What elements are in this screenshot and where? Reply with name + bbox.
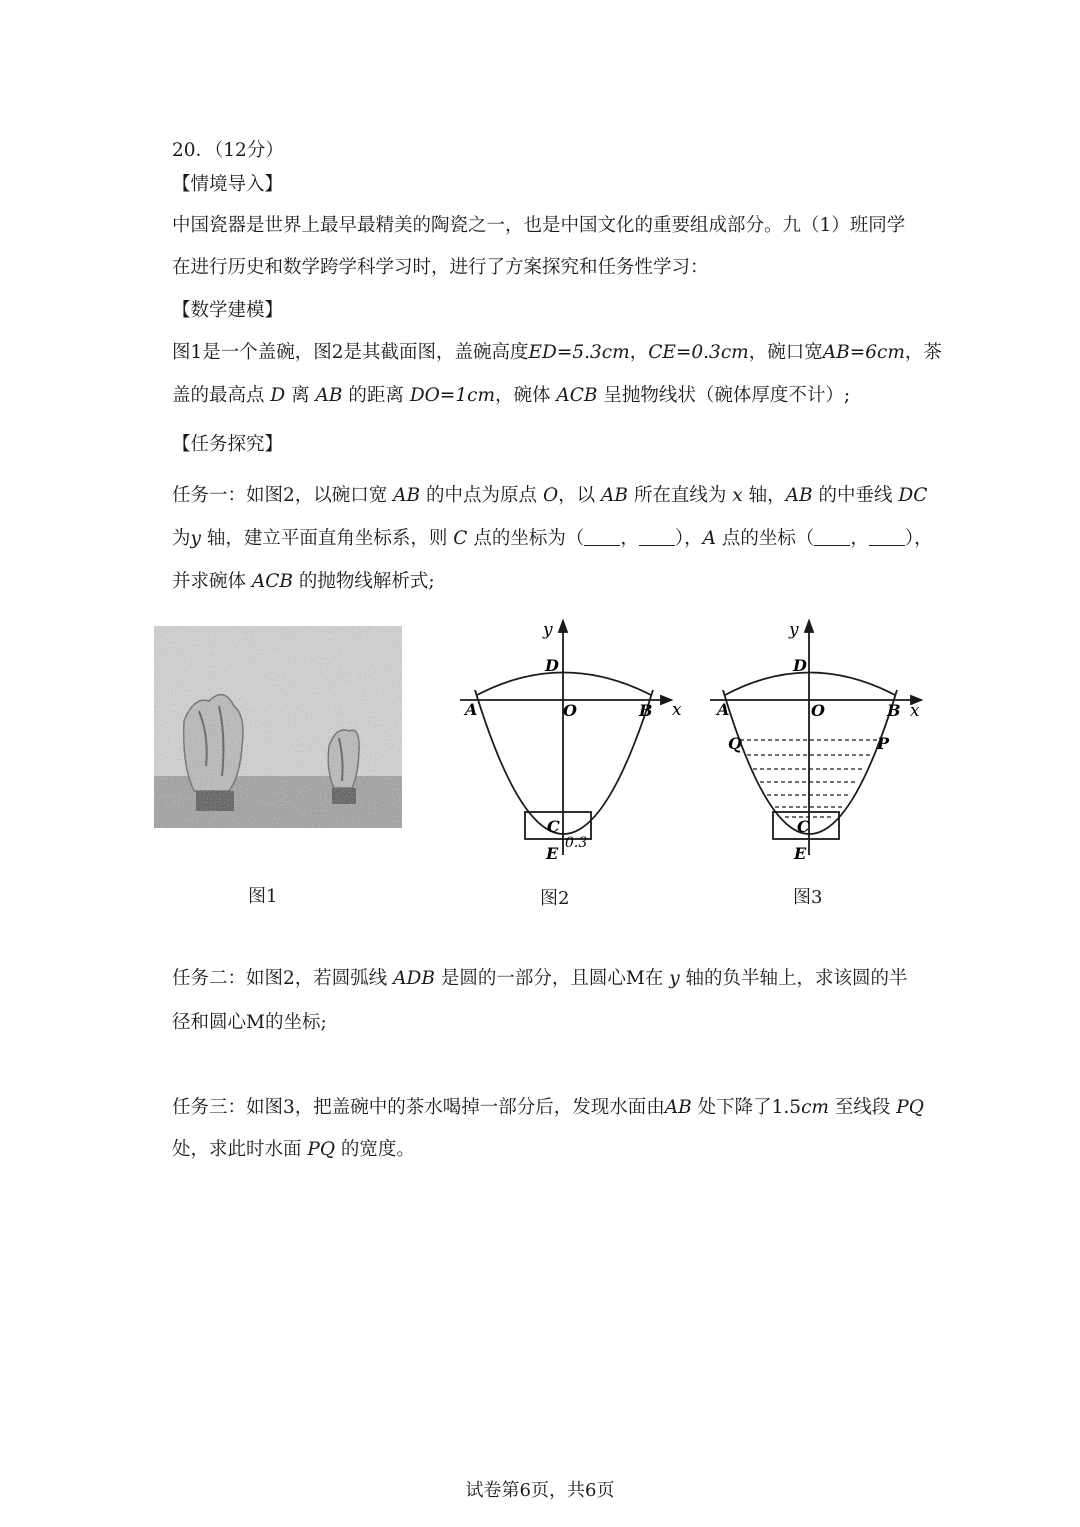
task2-line-1: 任务二：如图2，若圆弧线 ADB 是圆的一部分，且圆心M在 y 轴的负半轴上，求该圆的半: [172, 968, 908, 989]
label-a: A: [465, 700, 478, 719]
label-b: B: [639, 701, 653, 720]
label-x: x: [910, 701, 920, 721]
figure-1-caption: 图1: [248, 886, 278, 907]
figure-2-diagram: [455, 615, 685, 865]
label-d: D: [545, 656, 559, 675]
figure-2-caption: 图2: [540, 888, 570, 909]
answer-blank-c-x[interactable]: [584, 527, 620, 546]
problem-number: 20．（12分）: [172, 140, 284, 161]
lid-arc-adb: [477, 673, 651, 696]
section-intro-heading: 【情境导入】: [172, 174, 284, 195]
label-q: Q: [728, 734, 742, 753]
intro-line-1: 中国瓷器是世界上最早最精美的陶瓷之一，也是中国文化的重要组成部分。九（1）班同学: [172, 215, 906, 236]
task1-line-3: 并求碗体 ACB 的抛物线解析式;: [172, 571, 435, 592]
model-line-2: 盖的最高点 D 离 AB 的距离 DO=1cm，碗体 ACB 呈抛物线状（碗体厚度不计）;: [172, 385, 851, 406]
figure-3-svg: [705, 615, 935, 865]
y-axis-arrow: [559, 621, 567, 632]
task3-line-2: 处，求此时水面 PQ 的宽度。: [172, 1139, 415, 1160]
figure-3-caption: 图3: [793, 887, 823, 908]
label-o: O: [811, 701, 825, 720]
task1-line-1: 任务一：如图2，以碗口宽 AB 的中点为原点 O，以 AB 所在直线为 x 轴，AB 的中垂线 DC: [172, 485, 928, 506]
model-line-1: 图1是一个盖碗，图2是其截面图，盖碗高度ED=5.3cm，CE=0.3cm，碗口宽AB=6cm，茶: [172, 342, 942, 363]
label-y: y: [789, 620, 799, 640]
task1-line-2: 为y 轴，建立平面直角坐标系，则 C 点的坐标为（ ， ），A 点的坐标（ ， ），: [172, 528, 933, 549]
section-model-heading: 【数学建模】: [172, 300, 284, 321]
lid-arc-adb: [725, 673, 895, 696]
label-x: x: [672, 700, 682, 720]
task3-line-1: 任务三：如图3，把盖碗中的茶水喝掉一部分后，发现水面由AB 处下降了1.5cm 至线段 PQ: [172, 1097, 924, 1118]
answer-blank-a-y[interactable]: [869, 527, 905, 546]
figure-3-diagram: [705, 615, 935, 865]
page-footer: 试卷第6页，共6页: [465, 1480, 615, 1501]
label-e: E: [546, 844, 559, 863]
photo-grain: [154, 626, 402, 828]
label-d: D: [793, 656, 807, 675]
label-c: C: [797, 817, 810, 836]
figure-1-svg: [154, 626, 402, 828]
label-a: A: [717, 700, 730, 719]
label-e: E: [794, 844, 807, 863]
y-axis-arrow: [805, 621, 813, 632]
answer-blank-c-y[interactable]: [639, 527, 675, 546]
label-p: P: [877, 734, 890, 753]
label-y: y: [543, 620, 553, 640]
label-o: O: [563, 701, 577, 720]
section-explore-heading: 【任务探究】: [172, 434, 284, 455]
x-axis-arrow: [661, 696, 671, 704]
answer-blank-a-x[interactable]: [814, 527, 850, 546]
intro-line-2: 在进行历史和数学跨学科学习时，进行了方案探究和任务性学习：: [172, 257, 709, 278]
label-ce-note: 0.3: [565, 835, 588, 851]
figure-2-svg: [455, 615, 685, 865]
task2-line-2: 径和圆心M的坐标;: [172, 1012, 327, 1033]
label-c: C: [547, 817, 560, 836]
figure-1-photo: [154, 626, 402, 828]
label-b: B: [887, 701, 901, 720]
